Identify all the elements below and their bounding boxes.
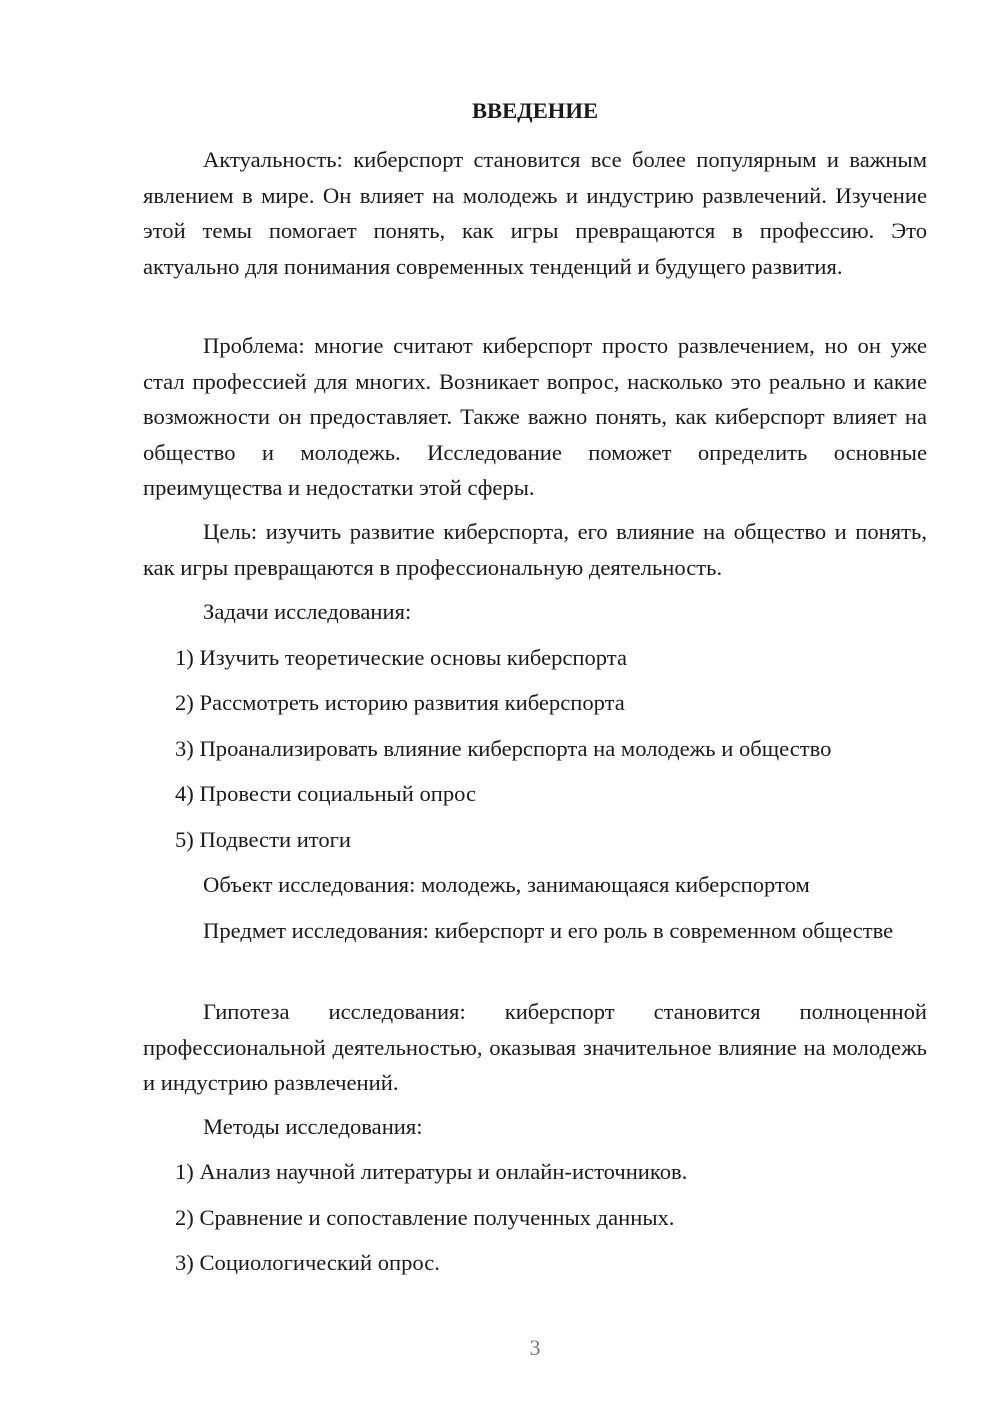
list-item: 3) Проанализировать влияние киберспорта на молодежь и общество bbox=[175, 736, 832, 761]
problem-paragraph: Проблема: многие считают киберспорт просто развлечением, но он уже стал профессией для многих. Возникает вопрос, насколько это реально и какие возможности он предоставляет. Также важно понять, как киберспорт влияет на общество и молодежь. Исследование поможет определить основные преимущества и недостатки этой сферы. bbox=[143, 333, 927, 501]
relevance-paragraph: Актуальность: киберспорт становится все более популярным и важным явлением в мире. Он влияет на молодежь и индустрию развлечений. Изучение этой темы помогает понять, как игры превращаются в профессию. Это актуально для понимания современных тенденций и будущего развития. bbox=[143, 147, 927, 279]
tasks-heading: Задачи исследования: bbox=[203, 599, 412, 624]
list-item: 5) Подвести итоги bbox=[175, 827, 352, 852]
subject-paragraph: Предмет исследования: киберспорт и его роль в современном обществе bbox=[203, 918, 894, 943]
goal-paragraph: Цель: изучить развитие киберспорта, его влияние на общество и понять, как игры превращаются в профессиональную деятельность. bbox=[143, 519, 927, 580]
list-item: 2) Рассмотреть историю развития киберспорта bbox=[175, 690, 625, 715]
page-number: 3 bbox=[529, 1335, 541, 1360]
list-item: 4) Провести социальный опрос bbox=[175, 781, 477, 806]
page-title: ВВЕДЕНИЕ bbox=[471, 98, 599, 123]
methods-heading: Методы исследования: bbox=[203, 1114, 423, 1139]
list-item: 2) Сравнение и сопоставление полученных данных. bbox=[175, 1205, 675, 1230]
hypothesis-paragraph: Гипотеза исследования: киберспорт становится полноценной профессиональной деятельностью, оказывая значительное влияние на молодежь и индустрию развлечений. bbox=[143, 999, 927, 1096]
document-page bbox=[143, 0, 927, 1414]
list-item: 1) Анализ научной литературы и онлайн-источников. bbox=[175, 1159, 688, 1184]
list-item: 1) Изучить теоретические основы киберспорта bbox=[175, 645, 627, 670]
list-item: 3) Социологический опрос. bbox=[175, 1250, 440, 1275]
object-line: Объект исследования: молодежь, занимающаяся киберспортом bbox=[203, 872, 810, 897]
